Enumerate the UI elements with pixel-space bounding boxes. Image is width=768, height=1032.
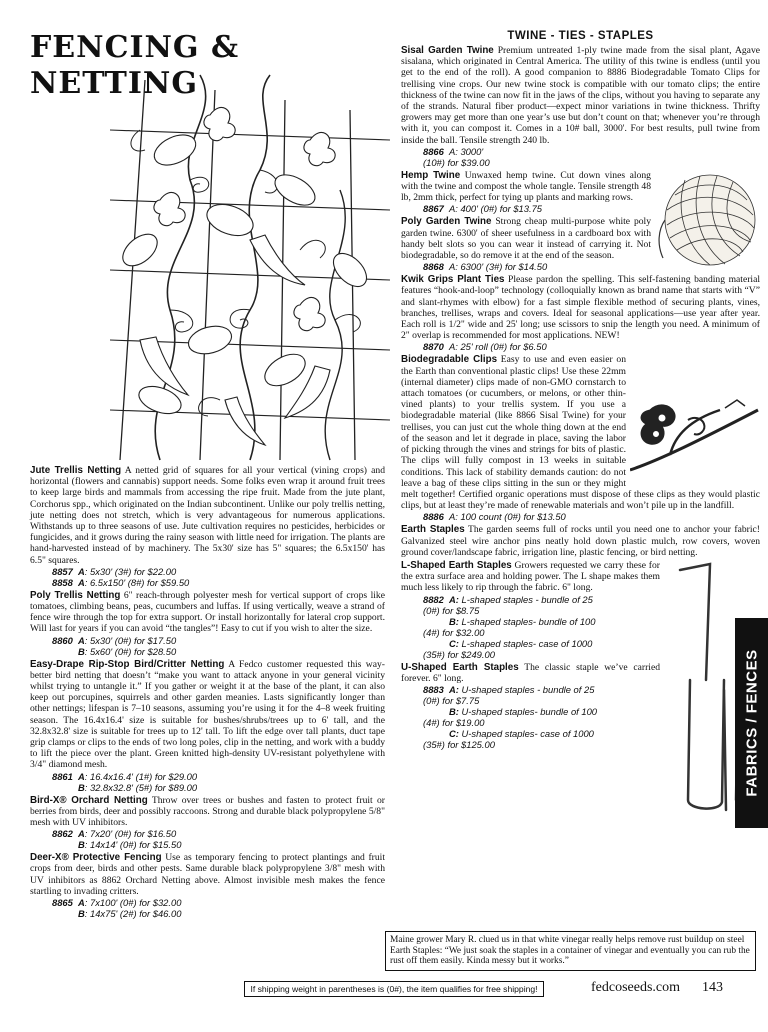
jute-netting-title: Jute Trellis Netting — [30, 465, 122, 476]
order-line — [30, 566, 385, 577]
hemp-twine-title: Hemp Twine — [401, 169, 461, 181]
order-line-sub: (35#) for $125.00 — [423, 738, 495, 750]
option-text: : 5x30' (0#) for $17.50 — [84, 634, 177, 646]
jute-netting-desc — [30, 465, 385, 566]
option-text: : 32.8x32.8' (5#) for $89.00 — [84, 781, 198, 793]
option-letter: C: — [449, 637, 459, 649]
option-text: : 7x100' (0#) for $32.00 — [84, 897, 182, 909]
order-line-sub: (0#) for $7.75 — [423, 694, 480, 706]
sku: 8865 — [52, 897, 73, 909]
order-line — [30, 828, 385, 839]
poly-trellis-body: 6" reach-through polyester mesh for vertical support of crops like tomatoes, climbing beans, peas, cucumbers and luffas. If using vertically, weave a strand of fence wire through the top for extra support. Or install horizontally for lateral crop support. Will last for years if you can avoid “the tangles”! Easy to cut if you wish to alter the size. — [30, 589, 385, 635]
bio-clips-body: Easy to use and even easier on the Earth than conventional plastic clips! Use these 22mm (internal diameter) clips made of non-GMO cornstarch to attach tomatoes (or cucumbers, or melons, or other thin-vined plants) to your trellis system. If you use a biodegradable material (like 8866 Sisal Twine) for your trellises, you can just cut the whole thing down at the end of the season and let it degrade in place, saving the labor of picking through the vines and strings for bits of plastic. The clips will fully compost in 13 weeks in suitable conditions. This lack of stability demands caution: do not leave a bag of these clips sitting in the sun or they might melt together! Certified organic operations must dispose of these clips as they would plastic clips, but at least they’re made of renewable materials and won’t pile up in the landfill. — [401, 354, 760, 512]
sku: 8862 — [52, 828, 73, 840]
option-text: : 14x14' (0#) for $15.50 — [84, 839, 182, 851]
option-text: : 16.4x16.4' (1#) for $29.00 — [84, 770, 198, 782]
order-line-sub: (4#) for $32.00 — [423, 626, 485, 638]
poly-trellis-title: Poly Trellis Netting — [30, 589, 121, 601]
option-letter: B — [78, 645, 85, 657]
option-text: : 14x75' (2#) for $46.00 — [84, 908, 182, 920]
ripstop-netting-desc — [30, 659, 385, 771]
lshaped-staples-body: Growers requested we carry these for the extra surface area and holding power. The L shape makes them much less likely to rip through the fabric. 6" long. — [401, 559, 660, 594]
grower-tip-box: Maine grower Mary R. clued us in that white vinegar really helps remove rust buildup on steel Earth Staples: “We just soak the staples in a container of vinegar and eventually you can rub the rust off them easily. Kinda messy but it works.” — [385, 931, 756, 971]
sisal-twine-title: Sisal Garden Twine — [401, 45, 494, 56]
sku: 8857 — [52, 565, 73, 577]
poly-trellis-desc — [30, 590, 385, 635]
order-line — [401, 146, 760, 157]
ripstop-netting-title: Easy-Drape Rip-Stop Bird/Critter Netting — [30, 658, 225, 670]
order-line — [30, 646, 385, 657]
option-text: L-shaped staples- bundle of 100 — [461, 615, 596, 627]
ushaped-staples-body: The classic staple we’ve carried forever. 6" long. — [401, 661, 660, 684]
order-line — [30, 839, 385, 850]
order-line — [30, 782, 385, 793]
order-line-sub: (10#) for $39.00 — [423, 156, 490, 168]
option-text: U-shaped staples - bundle of 25 — [461, 683, 595, 695]
order-line-sub: (35#) for $249.00 — [423, 648, 495, 660]
kwik-grips-body: Please pardon the spelling. This self-fastening banding material features “hook-and-loop” technology (colloquially known as brand name that starts with “V” and slant-rhymes with elbow) for a fast simple flexible method of securing plants, vines, branches, trellises, wraps and covers. Ideal for seasonal applications—use year after year. Each roll is 1/2" wide and 25' long; use scissors to snip the length you need. A minimum of 2" overlap is recommended for most applications. NEW! — [401, 274, 760, 342]
option-text: A: 6300' (3#) for $14.50 — [449, 261, 548, 273]
sisal-twine-body: Premium untreated 1-ply twine made from the sisal plant, Agave sisalana, which originated in Central America. The utility of this twine is endless (until you get to the end of the roll). A good companion to 8886 Biodegradable Tomato Clips for trellising vine crops. Our new twine stock is compatible with our tomato clips; the entire thickness of the twine can now fit in the jaws of the clips, without you having to separate any of the strands. Natural fiber product—expect minor variations in twine thickness. Thrifty growers may get more than one year’s use but don’t count on that; whenever you’re through with it, you can compost it. Comes in a 10# ball, 3000'. For best results, pull twine from inside the ball. Tensile strength 240 lb. — [401, 45, 760, 146]
option-letter: A — [78, 828, 85, 840]
pea-vine-icon — [100, 70, 400, 465]
option-text: A: 25' roll (0#) for $6.50 — [449, 341, 547, 353]
tomato-clip-icon — [630, 380, 760, 480]
option-letter: B — [78, 781, 85, 793]
option-text: : 7x20' (0#) for $16.50 — [84, 828, 177, 840]
order-line — [401, 341, 760, 352]
order-line — [401, 511, 760, 522]
order-line — [30, 577, 385, 588]
sku: 8870 — [423, 341, 444, 353]
option-text: U-shaped staples- bundle of 100 — [461, 705, 598, 717]
option-text: A: 3000' — [449, 145, 484, 157]
twine-ball-icon — [655, 170, 760, 270]
order-line — [30, 897, 385, 908]
sku: 8868 — [423, 261, 444, 273]
earth-staples-desc — [401, 524, 760, 558]
pea-trellis-illustration — [100, 70, 400, 465]
option-letter: C: — [449, 727, 459, 739]
ushaped-staples-title: U-Shaped Earth Staples — [401, 661, 519, 673]
sku: 8860 — [52, 634, 73, 646]
order-line-sub: (0#) for $8.75 — [423, 604, 480, 616]
page-number: 143 — [702, 980, 723, 995]
deerx-fencing-title: Deer-X® Protective Fencing — [30, 852, 162, 864]
order-line — [30, 771, 385, 782]
lshaped-staples-title: L-Shaped Earth Staples — [401, 559, 512, 571]
page-headline: FENCING & NETTING — [30, 30, 240, 101]
option-letter: A — [78, 897, 85, 909]
left-column — [30, 30, 385, 919]
sisal-twine-desc — [401, 45, 760, 146]
option-text: A: 400' (0#) for $13.75 — [449, 203, 542, 215]
poly-twine-title: Poly Garden Twine — [401, 216, 492, 228]
jute-netting-body: A netted grid of squares for all your vertical (vining crops) and horizontal (flowers and cannabis) support needs. Some folks even wrap it around fruit trees to keep large birds and mammals from accessing the ripe fruit. Made from the jute plant, Corchorus spp., which originated on the Indian subcontinent. Unlike our poly trellis netting, jute netting does not stretch, which is very advantageous for numerous applications. Withstands up to three seasons of use. Jute cultivation requires no pesticides, herbicides or fungicides, and it grows during the rainy season with little need for irrigation. The plants are hand-harvested instead of by machinery. The 5x30' size has 5" squares; the 6.5x150' has 6.5" squares. — [30, 465, 385, 566]
sku: 8883 — [423, 683, 444, 695]
free-shipping-note: If shipping weight in parentheses is (0#), the item qualifies for free shipping! — [244, 981, 544, 997]
option-text: L-shaped staples- case of 1000 — [461, 637, 593, 649]
order-line — [30, 635, 385, 646]
option-text: : 5x30' (3#) for $22.00 — [84, 565, 177, 577]
section-tab-label: FABRICS / FENCES — [743, 649, 760, 797]
hemp-twine-body: Unwaxed hemp twine. Cut down vines along with the twine and compost the whole tangle. Tensile strength 48 lb, 2mm thick, perfect for tying up plants and marking rows. — [401, 169, 651, 204]
earth-staples-title: Earth Staples — [401, 524, 465, 536]
sku: 8886 — [423, 511, 444, 523]
option-letter: A — [78, 634, 85, 646]
sku: 8861 — [52, 770, 73, 782]
option-letter: B — [78, 839, 85, 851]
section-title: TWINE - TIES - STAPLES — [507, 30, 654, 42]
option-letter: A — [78, 565, 85, 577]
right-column — [401, 30, 760, 815]
poly-twine-body: Strong cheap multi-purpose white poly garden twine. 6300' of sheer usefulness in a cardboard box with handy belt slots so you can wear it instead of carrying it. Not biodegradable, so do remove it at the end of the season. — [401, 216, 651, 262]
option-text: U-shaped staples- case of 1000 — [461, 727, 594, 739]
option-letter: B: — [449, 705, 459, 717]
option-text: L-shaped staples - bundle of 25 — [461, 593, 593, 605]
birdx-netting-body: Throw over trees or bushes and fasten to protect fruit or berries from birds, deer and possibly raccoons. Strong and durable black polypropylene 5/8" mesh with UV inhibitors. — [30, 794, 385, 829]
ripstop-netting-body: A Fedco customer requested this way-better bird netting that doesn’t “make you want to attack anyone in your general vicinity whilst trying to untangle it.” If you gather or weight it at the base of the plant, it can also keep out porcupines, squirrels and other garden meanies. Lasts significantly longer than other nettings; lifespan is 7–10 seasons, assuming you’re using it for the 4–8 week fruiting season. The 16.4x16.4' size is suitable for bushes/shrubs/trees up to 6' tall, and the 32.8x32.8' size is suitable for trees up to 12' tall. To lift the edge over tall plants, duct tape grip clamps or clips to the ends of two long poles, clip in the netting, and work with a buddy to lift the piece over the plant. Green knitted high-density UV-resistant polyethylene with 3/4" diamond mesh. — [30, 658, 385, 771]
birdx-netting-desc — [30, 795, 385, 829]
option-letter: B: — [449, 615, 459, 627]
option-letter: A: — [449, 593, 459, 605]
birdx-netting-title: Bird-X® Orchard Netting — [30, 794, 148, 806]
deerx-fencing-desc — [30, 852, 385, 897]
option-text: : 5x60' (0#) for $28.50 — [84, 645, 177, 657]
section-tab — [735, 618, 768, 828]
sku: 8866 — [423, 145, 444, 157]
option-letter: A: — [449, 683, 459, 695]
order-line — [30, 908, 385, 919]
kwik-grips-desc — [401, 274, 760, 341]
option-text: : 6.5x150' (8#) for $59.50 — [84, 576, 190, 588]
option-text: A: 100 count (0#) for $13.50 — [449, 511, 566, 523]
option-letter: A — [78, 770, 85, 782]
sku: 8867 — [423, 203, 444, 215]
bio-clips-title: Biodegradable Clips — [401, 354, 498, 366]
sku: 8882 — [423, 593, 444, 605]
site-url: fedcoseeds.com — [591, 980, 681, 995]
option-letter: A — [78, 576, 85, 588]
earth-staples-body: The garden seems full of rocks until you need one to anchor your fabric! Galvanized steel wire anchor pins neatly hold down plastic mulch, row covers, woven ground cover/landscape fabric, irrigation line, plastic fencing, or bird netting. — [401, 524, 760, 558]
order-line-sub: (4#) for $19.00 — [423, 716, 485, 728]
option-letter: B — [78, 908, 85, 920]
deerx-fencing-body: Use as temporary fencing to protect plantings and fruit crops from deer, birds and other pests. Same durable black polypropylene 3/8" mesh with UV inhibitors as 8862 Orchard Netting above. Almost invisible mesh makes the fence startling to invading critters. — [30, 852, 385, 897]
kwik-grips-title: Kwik Grips Plant Ties — [401, 274, 505, 286]
sku: 8858 — [52, 576, 73, 588]
